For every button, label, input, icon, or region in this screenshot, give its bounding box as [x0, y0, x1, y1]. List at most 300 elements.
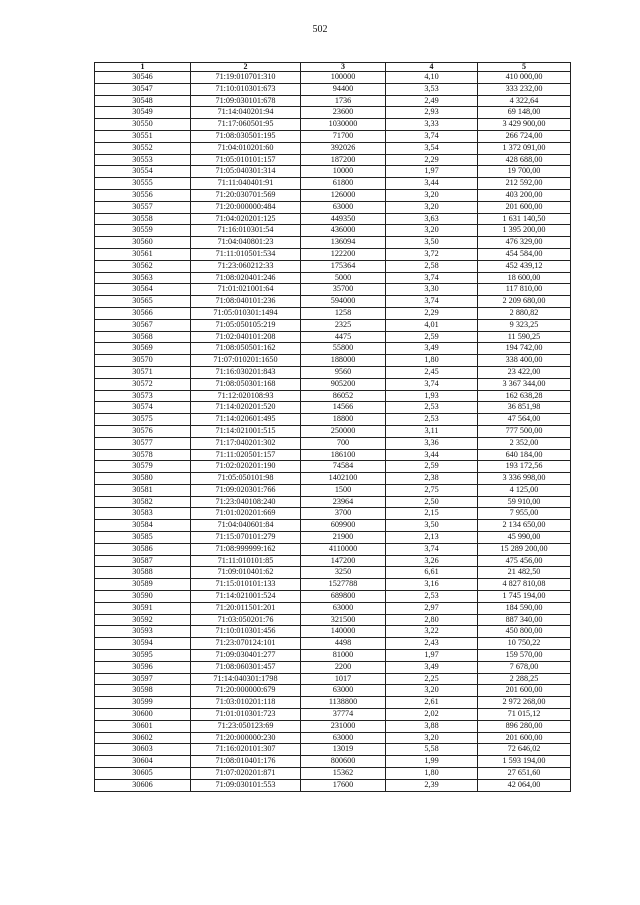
cadastral-number-cell: 71:02:020201:190 — [191, 461, 301, 473]
row-number-cell: 30602 — [95, 732, 191, 744]
table-row — [95, 543, 571, 555]
value-cell: 159 570,00 — [478, 650, 571, 662]
table-row — [95, 343, 571, 355]
rate-cell: 3,44 — [386, 178, 478, 190]
row-number-cell: 30601 — [95, 720, 191, 732]
row-number-cell: 30600 — [95, 709, 191, 721]
table-row — [95, 638, 571, 650]
cadastral-number-cell: 71:14:021001:515 — [191, 425, 301, 437]
cadastral-number-cell: 71:01:020201:669 — [191, 508, 301, 520]
row-number-cell: 30556 — [95, 189, 191, 201]
area-cell: 136094 — [301, 237, 386, 249]
row-number-cell: 30565 — [95, 296, 191, 308]
row-number-cell: 30577 — [95, 437, 191, 449]
area-cell: 1402100 — [301, 473, 386, 485]
value-cell: 896 280,00 — [478, 720, 571, 732]
table-row — [95, 732, 571, 744]
area-cell: 689800 — [301, 591, 386, 603]
cadastral-number-cell: 71:04:040601:84 — [191, 520, 301, 532]
cadastral-number-cell: 71:05:040301:314 — [191, 166, 301, 178]
value-cell: 454 584,00 — [478, 248, 571, 260]
row-number-cell: 30563 — [95, 272, 191, 284]
value-cell: 201 600,00 — [478, 201, 571, 213]
rate-cell: 4,01 — [386, 319, 478, 331]
table-row — [95, 626, 571, 638]
cadastral-number-cell: 71:11:010101:85 — [191, 555, 301, 567]
row-number-cell: 30564 — [95, 284, 191, 296]
rate-cell: 3,20 — [386, 732, 478, 744]
area-cell: 188000 — [301, 355, 386, 367]
table-row — [95, 390, 571, 402]
area-cell: 175364 — [301, 260, 386, 272]
land-registry-table — [94, 62, 571, 792]
rate-cell: 3,74 — [386, 272, 478, 284]
table-row — [95, 768, 571, 780]
row-number-cell: 30567 — [95, 319, 191, 331]
row-number-cell: 30555 — [95, 178, 191, 190]
rate-cell: 3,50 — [386, 237, 478, 249]
area-cell: 61800 — [301, 178, 386, 190]
cadastral-number-cell: 71:17:040201:302 — [191, 437, 301, 449]
rate-cell: 2,75 — [386, 484, 478, 496]
row-number-cell: 30569 — [95, 343, 191, 355]
table-row — [95, 225, 571, 237]
cadastral-number-cell: 71:20:011501:201 — [191, 602, 301, 614]
table-row — [95, 779, 571, 791]
cadastral-number-cell: 71:01:010301:723 — [191, 709, 301, 721]
cadastral-number-cell: 71:09:020301:766 — [191, 484, 301, 496]
table-row — [95, 567, 571, 579]
rate-cell: 2,59 — [386, 461, 478, 473]
table-row — [95, 272, 571, 284]
area-cell: 1500 — [301, 484, 386, 496]
rate-cell: 5,58 — [386, 744, 478, 756]
area-cell: 140000 — [301, 626, 386, 638]
cadastral-number-cell: 71:11:020501:157 — [191, 449, 301, 461]
rate-cell: 1,93 — [386, 390, 478, 402]
cadastral-number-cell: 71:08:040101:236 — [191, 296, 301, 308]
area-cell: 17600 — [301, 779, 386, 791]
value-cell: 45 990,00 — [478, 532, 571, 544]
area-cell: 1736 — [301, 95, 386, 107]
row-number-cell: 30581 — [95, 484, 191, 496]
value-cell: 476 329,00 — [478, 237, 571, 249]
row-number-cell: 30552 — [95, 142, 191, 154]
column-header: 5 — [478, 63, 571, 72]
rate-cell: 2,80 — [386, 614, 478, 626]
row-number-cell: 30573 — [95, 390, 191, 402]
row-number-cell: 30590 — [95, 591, 191, 603]
cadastral-number-cell: 71:07:020201:871 — [191, 768, 301, 780]
value-cell: 3 367 344,00 — [478, 378, 571, 390]
row-number-cell: 30606 — [95, 779, 191, 791]
value-cell: 333 232,00 — [478, 83, 571, 95]
value-cell: 1 631 140,50 — [478, 213, 571, 225]
table-row — [95, 366, 571, 378]
row-number-cell: 30576 — [95, 425, 191, 437]
value-cell: 27 651,60 — [478, 768, 571, 780]
value-cell: 3 429 900,00 — [478, 119, 571, 131]
area-cell: 71700 — [301, 130, 386, 142]
cadastral-number-cell: 71:23:050123:69 — [191, 720, 301, 732]
rate-cell: 2,13 — [386, 532, 478, 544]
value-cell: 47 564,00 — [478, 414, 571, 426]
row-number-cell: 30553 — [95, 154, 191, 166]
area-cell: 23600 — [301, 107, 386, 119]
area-cell: 187200 — [301, 154, 386, 166]
table-body — [95, 72, 571, 792]
table-row — [95, 508, 571, 520]
cadastral-number-cell: 71:09:030401:277 — [191, 650, 301, 662]
area-cell: 1017 — [301, 673, 386, 685]
table-row — [95, 107, 571, 119]
area-cell: 21900 — [301, 532, 386, 544]
value-cell: 338 400,00 — [478, 355, 571, 367]
rate-cell: 3,63 — [386, 213, 478, 225]
cadastral-number-cell: 71:09:030101:678 — [191, 95, 301, 107]
rate-cell: 3,22 — [386, 626, 478, 638]
row-number-cell: 30551 — [95, 130, 191, 142]
cadastral-number-cell: 71:14:020201:520 — [191, 402, 301, 414]
rate-cell: 2,97 — [386, 602, 478, 614]
area-cell: 1138800 — [301, 697, 386, 709]
table-row — [95, 555, 571, 567]
cadastral-number-cell: 71:20:000000:484 — [191, 201, 301, 213]
value-cell: 3 336 998,00 — [478, 473, 571, 485]
row-number-cell: 30585 — [95, 532, 191, 544]
table-row — [95, 248, 571, 260]
value-cell: 4 125,00 — [478, 484, 571, 496]
row-number-cell: 30571 — [95, 366, 191, 378]
cadastral-number-cell: 71:04:020201:125 — [191, 213, 301, 225]
row-number-cell: 30548 — [95, 95, 191, 107]
cadastral-number-cell: 71:03:050201:76 — [191, 614, 301, 626]
rate-cell: 2,93 — [386, 107, 478, 119]
row-number-cell: 30549 — [95, 107, 191, 119]
table-row — [95, 473, 571, 485]
area-cell: 186100 — [301, 449, 386, 461]
area-cell: 231000 — [301, 720, 386, 732]
area-cell: 4110000 — [301, 543, 386, 555]
rate-cell: 3,50 — [386, 520, 478, 532]
value-cell: 72 646,02 — [478, 744, 571, 756]
value-cell: 18 600,00 — [478, 272, 571, 284]
cadastral-number-cell: 71:10:010301:673 — [191, 83, 301, 95]
cadastral-number-cell: 71:16:030201:843 — [191, 366, 301, 378]
rate-cell: 2,50 — [386, 496, 478, 508]
area-cell: 392026 — [301, 142, 386, 154]
rate-cell: 3,30 — [386, 284, 478, 296]
cadastral-number-cell: 71:08:030501:195 — [191, 130, 301, 142]
rate-cell: 3,74 — [386, 543, 478, 555]
row-number-cell: 30554 — [95, 166, 191, 178]
row-number-cell: 30572 — [95, 378, 191, 390]
rate-cell: 2,53 — [386, 402, 478, 414]
cadastral-number-cell: 71:20:000000:679 — [191, 685, 301, 697]
table-row — [95, 83, 571, 95]
rate-cell: 3,36 — [386, 437, 478, 449]
value-cell: 428 688,00 — [478, 154, 571, 166]
value-cell: 201 600,00 — [478, 732, 571, 744]
row-number-cell: 30599 — [95, 697, 191, 709]
area-cell: 609900 — [301, 520, 386, 532]
cadastral-number-cell: 71:09:010401:62 — [191, 567, 301, 579]
table-row — [95, 614, 571, 626]
area-cell: 63000 — [301, 685, 386, 697]
table-row — [95, 201, 571, 213]
area-cell: 14566 — [301, 402, 386, 414]
rate-cell: 3,20 — [386, 225, 478, 237]
area-cell: 905200 — [301, 378, 386, 390]
cadastral-number-cell: 71:15:070101:279 — [191, 532, 301, 544]
area-cell: 1527788 — [301, 579, 386, 591]
rate-cell: 3,74 — [386, 378, 478, 390]
value-cell: 4 827 810,08 — [478, 579, 571, 591]
rate-cell: 3,11 — [386, 425, 478, 437]
value-cell: 410 000,00 — [478, 72, 571, 84]
value-cell: 2 352,00 — [478, 437, 571, 449]
value-cell: 266 724,00 — [478, 130, 571, 142]
area-cell: 74584 — [301, 461, 386, 473]
area-cell: 594000 — [301, 296, 386, 308]
rate-cell: 3,20 — [386, 685, 478, 697]
row-number-cell: 30574 — [95, 402, 191, 414]
row-number-cell: 30582 — [95, 496, 191, 508]
value-cell: 2 209 680,00 — [478, 296, 571, 308]
row-number-cell: 30594 — [95, 638, 191, 650]
area-cell: 250000 — [301, 425, 386, 437]
rate-cell: 3,49 — [386, 343, 478, 355]
area-cell: 10000 — [301, 166, 386, 178]
rate-cell: 4,10 — [386, 72, 478, 84]
area-cell: 15362 — [301, 768, 386, 780]
table-row — [95, 119, 571, 131]
rate-cell: 3,16 — [386, 579, 478, 591]
table-row — [95, 685, 571, 697]
table-row — [95, 697, 571, 709]
area-cell: 321500 — [301, 614, 386, 626]
cadastral-number-cell: 71:23:040108:240 — [191, 496, 301, 508]
table-row — [95, 520, 571, 532]
area-cell: 3700 — [301, 508, 386, 520]
row-number-cell: 30593 — [95, 626, 191, 638]
rate-cell: 1,97 — [386, 166, 478, 178]
area-cell: 18800 — [301, 414, 386, 426]
table-row — [95, 591, 571, 603]
rate-cell: 2,61 — [386, 697, 478, 709]
value-cell: 9 323,25 — [478, 319, 571, 331]
rate-cell: 3,20 — [386, 189, 478, 201]
cadastral-number-cell: 71:14:021001:524 — [191, 591, 301, 603]
row-number-cell: 30604 — [95, 756, 191, 768]
cadastral-number-cell: 71:05:050101:98 — [191, 473, 301, 485]
table-row — [95, 189, 571, 201]
row-number-cell: 30550 — [95, 119, 191, 131]
table-row — [95, 213, 571, 225]
row-number-cell: 30584 — [95, 520, 191, 532]
area-cell: 63000 — [301, 201, 386, 213]
value-cell: 640 184,00 — [478, 449, 571, 461]
area-cell: 63000 — [301, 732, 386, 744]
rate-cell: 2,29 — [386, 154, 478, 166]
table-row — [95, 378, 571, 390]
rate-cell: 3,33 — [386, 119, 478, 131]
rate-cell: 2,58 — [386, 260, 478, 272]
cadastral-number-cell: 71:08:010401:176 — [191, 756, 301, 768]
row-number-cell: 30595 — [95, 650, 191, 662]
cadastral-number-cell: 71:23:070124:101 — [191, 638, 301, 650]
table-row — [95, 449, 571, 461]
rate-cell: 1,80 — [386, 768, 478, 780]
column-header: 3 — [301, 63, 386, 72]
rate-cell: 2,29 — [386, 307, 478, 319]
row-number-cell: 30587 — [95, 555, 191, 567]
rate-cell: 3,26 — [386, 555, 478, 567]
area-cell: 63000 — [301, 602, 386, 614]
area-cell: 35700 — [301, 284, 386, 296]
rate-cell: 3,74 — [386, 130, 478, 142]
cadastral-number-cell: 71:20:000000:230 — [191, 732, 301, 744]
rate-cell: 1,99 — [386, 756, 478, 768]
cadastral-number-cell: 71:19:010701:310 — [191, 72, 301, 84]
row-number-cell: 30575 — [95, 414, 191, 426]
cadastral-number-cell: 71:05:010301:1494 — [191, 307, 301, 319]
cadastral-number-cell: 71:11:010501:534 — [191, 248, 301, 260]
table-row — [95, 284, 571, 296]
table-row — [95, 414, 571, 426]
column-header: 1 — [95, 63, 191, 72]
value-cell: 2 288,25 — [478, 673, 571, 685]
table-header-row — [95, 63, 571, 72]
value-cell: 162 638,28 — [478, 390, 571, 402]
cadastral-number-cell: 71:23:060212:33 — [191, 260, 301, 272]
row-number-cell: 30559 — [95, 225, 191, 237]
cadastral-number-cell: 71:08:060301:457 — [191, 661, 301, 673]
table-row — [95, 296, 571, 308]
table-row — [95, 130, 571, 142]
row-number-cell: 30603 — [95, 744, 191, 756]
cadastral-number-cell: 71:02:040101:208 — [191, 331, 301, 343]
rate-cell: 3,49 — [386, 661, 478, 673]
table-row — [95, 166, 571, 178]
table-row — [95, 532, 571, 544]
rate-cell: 3,88 — [386, 720, 478, 732]
value-cell: 23 422,00 — [478, 366, 571, 378]
table-row — [95, 72, 571, 84]
area-cell: 4498 — [301, 638, 386, 650]
rate-cell: 2,53 — [386, 591, 478, 603]
rate-cell: 3,54 — [386, 142, 478, 154]
area-cell: 147200 — [301, 555, 386, 567]
rate-cell: 1,80 — [386, 355, 478, 367]
rate-cell: 2,15 — [386, 508, 478, 520]
table-row — [95, 484, 571, 496]
rate-cell: 2,53 — [386, 414, 478, 426]
cadastral-number-cell: 71:01:021001:64 — [191, 284, 301, 296]
table-row — [95, 237, 571, 249]
cadastral-number-cell: 71:08:050301:168 — [191, 378, 301, 390]
row-number-cell: 30557 — [95, 201, 191, 213]
value-cell: 21 482,50 — [478, 567, 571, 579]
area-cell: 449350 — [301, 213, 386, 225]
value-cell: 36 851,98 — [478, 402, 571, 414]
area-cell: 13019 — [301, 744, 386, 756]
table-row — [95, 154, 571, 166]
cadastral-number-cell: 71:14:040201:94 — [191, 107, 301, 119]
rate-cell: 2,38 — [386, 473, 478, 485]
cadastral-number-cell: 71:08:999999:162 — [191, 543, 301, 555]
table-row — [95, 95, 571, 107]
cadastral-number-cell: 71:08:020401:246 — [191, 272, 301, 284]
rate-cell: 2,02 — [386, 709, 478, 721]
value-cell: 7 955,00 — [478, 508, 571, 520]
cadastral-number-cell: 71:14:040301:1798 — [191, 673, 301, 685]
row-number-cell: 30570 — [95, 355, 191, 367]
table-row — [95, 260, 571, 272]
cadastral-number-cell: 71:10:010301:456 — [191, 626, 301, 638]
table-row — [95, 579, 571, 591]
cadastral-number-cell: 71:03:010201:118 — [191, 697, 301, 709]
row-number-cell: 30580 — [95, 473, 191, 485]
table-row — [95, 319, 571, 331]
value-cell: 19 700,00 — [478, 166, 571, 178]
table-row — [95, 307, 571, 319]
row-number-cell: 30589 — [95, 579, 191, 591]
rate-cell: 6,61 — [386, 567, 478, 579]
area-cell: 126000 — [301, 189, 386, 201]
table-row — [95, 461, 571, 473]
value-cell: 201 600,00 — [478, 685, 571, 697]
area-cell: 700 — [301, 437, 386, 449]
value-cell: 11 590,25 — [478, 331, 571, 343]
column-header: 2 — [191, 63, 301, 72]
table-row — [95, 178, 571, 190]
value-cell: 42 064,00 — [478, 779, 571, 791]
value-cell: 887 340,00 — [478, 614, 571, 626]
value-cell: 1 395 200,00 — [478, 225, 571, 237]
value-cell: 2 972 268,00 — [478, 697, 571, 709]
value-cell: 1 593 194,00 — [478, 756, 571, 768]
cadastral-number-cell: 71:17:060501:95 — [191, 119, 301, 131]
table-row — [95, 331, 571, 343]
rate-cell: 2,43 — [386, 638, 478, 650]
row-number-cell: 30586 — [95, 543, 191, 555]
value-cell: 7 678,00 — [478, 661, 571, 673]
value-cell: 452 439,12 — [478, 260, 571, 272]
area-cell: 55800 — [301, 343, 386, 355]
cadastral-number-cell: 71:04:040801:23 — [191, 237, 301, 249]
column-header: 4 — [386, 63, 478, 72]
row-number-cell: 30562 — [95, 260, 191, 272]
cadastral-number-cell: 71:20:030701:569 — [191, 189, 301, 201]
row-number-cell: 30560 — [95, 237, 191, 249]
table-row — [95, 661, 571, 673]
value-cell: 59 910,00 — [478, 496, 571, 508]
area-cell: 1030000 — [301, 119, 386, 131]
cadastral-number-cell: 71:09:030101:553 — [191, 779, 301, 791]
table-row — [95, 720, 571, 732]
table-row — [95, 355, 571, 367]
table-row — [95, 709, 571, 721]
table-row — [95, 650, 571, 662]
row-number-cell: 30597 — [95, 673, 191, 685]
value-cell: 450 800,00 — [478, 626, 571, 638]
value-cell: 1 372 091,00 — [478, 142, 571, 154]
value-cell: 1 745 194,00 — [478, 591, 571, 603]
rate-cell: 3,74 — [386, 296, 478, 308]
row-number-cell: 30578 — [95, 449, 191, 461]
area-cell: 37774 — [301, 709, 386, 721]
